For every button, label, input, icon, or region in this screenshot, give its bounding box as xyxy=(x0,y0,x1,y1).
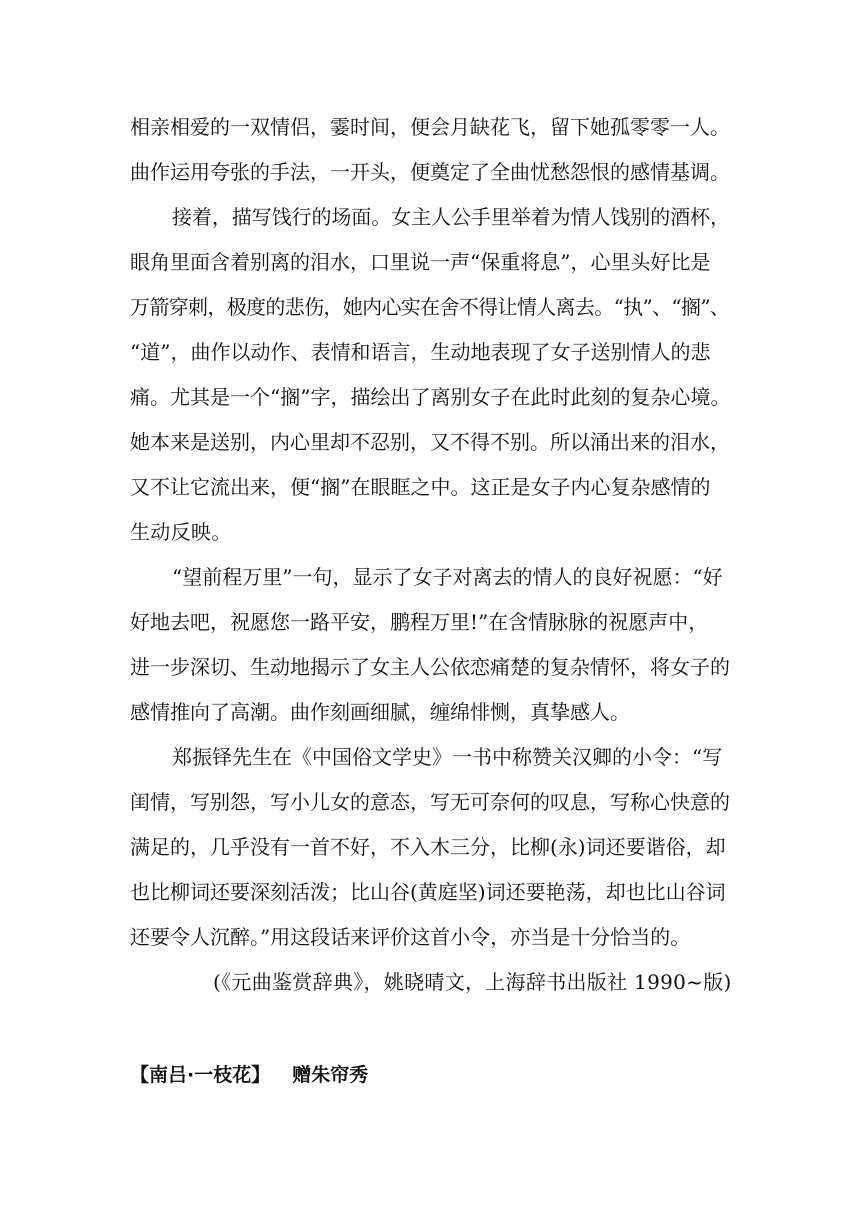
tune-name: 【南吕·一枝花】 xyxy=(130,1064,271,1086)
text-line: 也比柳词还要深刻活泼；比山谷(黄庭坚)词还要艳荡，却也比山谷词 xyxy=(130,880,726,904)
text-line: 满足的，几乎没有一首不好，不入木三分，比柳(永)词还要谐俗，却 xyxy=(130,835,726,859)
citation: (《元曲鉴赏辞典》，姚晓晴文，上海辞书出版社 1990~版) xyxy=(213,970,732,994)
paragraph-first-line: “望前程万里”一句，显示了女子对离去的情人的良好祝愿：“好 xyxy=(172,565,723,589)
text-line: 曲作运用夸张的手法，一开头，便奠定了全曲忧愁怨恨的感情基调。 xyxy=(130,160,730,184)
text-line: 相亲相爱的一双情侣，霎时间，便会月缺花飞，留下她孤零零一人。 xyxy=(130,115,730,139)
text-line: 还要令人沉醉。”用这段话来评价这首小令，亦当是十分恰当的。 xyxy=(130,925,691,949)
text-line: 好地去吧，祝愿您一路平安，鹏程万里!”在含情脉脉的祝愿声中， xyxy=(130,610,709,634)
paragraph-first-line: 郑振铎先生在《中国俗文学史》一书中称赞关汉卿的小令：“写 xyxy=(172,745,723,769)
text-line: 她本来是送别，内心里却不忍别，又不得不别。所以涌出来的泪水， xyxy=(130,430,730,454)
text-line: 痛。尤其是一个“搁”字，描绘出了离别女子在此时此刻的复杂心境。 xyxy=(130,385,731,409)
text-line: 又不让它流出来，便“搁”在眼眶之中。这正是女子内心复杂感情的 xyxy=(130,475,711,499)
paragraph-first-line: 接着，描写饯行的场面。女主人公手里举着为情人饯别的酒杯， xyxy=(172,205,730,229)
text-line: 生动反映。 xyxy=(130,520,232,544)
section-title: 赠朱帘秀 xyxy=(292,1064,369,1086)
text-line: 万箭穿刺，极度的悲伤，她内心实在舍不得让情人离去。“执”、“搁”、 xyxy=(130,295,730,319)
text-line: 眼角里面含着别离的泪水，口里说一声“保重将息”，心里头好比是 xyxy=(130,250,711,274)
text-line: “道”，曲作以动作、表情和语言，生动地表现了女子送别情人的悲 xyxy=(130,340,711,364)
text-line: 进一步深切、生动地揭示了女主人公依恋痛楚的复杂情怀，将女子的 xyxy=(130,655,730,679)
text-line: 闺情，写别怨，写小儿女的意态，写无可奈何的叹息，写称心快意的 xyxy=(130,790,730,814)
section-heading xyxy=(130,1060,368,1090)
text-line: 感情推向了高潮。曲作刻画细腻，缠绵悱恻，真挚感人。 xyxy=(130,700,630,724)
